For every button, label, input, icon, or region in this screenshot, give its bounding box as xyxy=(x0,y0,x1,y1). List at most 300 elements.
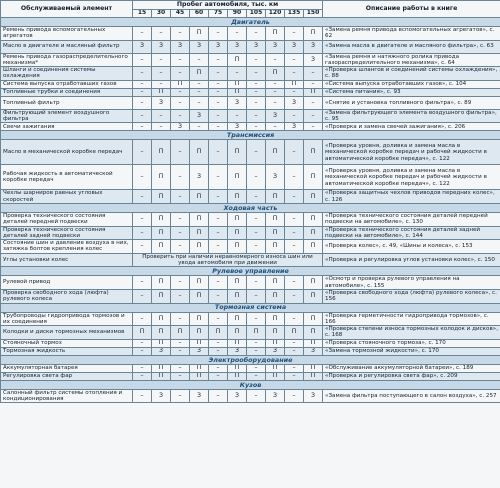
row-value-135: П xyxy=(285,80,304,88)
row-value-135: – xyxy=(285,190,304,204)
row-value-30: – xyxy=(152,67,171,81)
row-element: Углы установки колес xyxy=(1,253,133,267)
row-value-45: – xyxy=(171,389,190,403)
section-title: Кузов xyxy=(1,380,500,389)
row-value-150: – xyxy=(304,67,323,81)
row-description: «Проверка степени износа тормозных колодок и дисков», с. 168 xyxy=(323,326,500,340)
row-value-45: – xyxy=(171,109,190,123)
header-element: Обслуживаемый элемент xyxy=(1,1,133,18)
row-value-60: П xyxy=(190,226,209,240)
table-row xyxy=(1,240,500,254)
row-value-30: – xyxy=(152,123,171,131)
row-value-105: – xyxy=(247,389,266,403)
row-value-90: П xyxy=(228,190,247,204)
row-description: «Проверка технического состояния деталей передней подвески на автомобиле», с. 130 xyxy=(323,212,500,226)
header-km-135: 135 xyxy=(285,10,304,18)
row-value-135: З xyxy=(285,123,304,131)
row-description: «Система выпуска отработавших газов», с. 104 xyxy=(323,80,500,88)
row-value-135: З xyxy=(285,40,304,53)
row-value-90: П xyxy=(228,140,247,165)
row-value-30: П xyxy=(152,372,171,380)
row-value-75: – xyxy=(209,96,228,109)
row-value-75: – xyxy=(209,88,228,96)
row-value-60: – xyxy=(190,53,209,67)
row-value-90: З xyxy=(228,96,247,109)
row-value-90: П xyxy=(228,312,247,326)
row-value-135: – xyxy=(285,347,304,355)
row-value-15: – xyxy=(133,372,152,380)
row-element: Топливный фильтр xyxy=(1,96,133,109)
row-value-15: – xyxy=(133,347,152,355)
row-value-150: П xyxy=(304,240,323,254)
row-value-75: – xyxy=(209,312,228,326)
row-value-60: П xyxy=(190,372,209,380)
header-km-30: 30 xyxy=(152,10,171,18)
row-value-150: П xyxy=(304,326,323,340)
row-value-45: – xyxy=(171,226,190,240)
row-value-60: З xyxy=(190,347,209,355)
row-value-60: З xyxy=(190,40,209,53)
row-value-120: П xyxy=(266,372,285,380)
section-title: Электрооборудование xyxy=(1,355,500,364)
row-value-15: – xyxy=(133,88,152,96)
row-value-45: – xyxy=(171,240,190,254)
row-value-120: – xyxy=(266,96,285,109)
row-value-150: П xyxy=(304,212,323,226)
row-element: Проверка свободного хода (люфта) рулевого колеса xyxy=(1,289,133,303)
row-value-150: З xyxy=(304,389,323,403)
row-value-45: – xyxy=(171,339,190,347)
row-value-105: З xyxy=(247,40,266,53)
row-value-105: – xyxy=(247,289,266,303)
row-value-75: – xyxy=(209,339,228,347)
row-description: «Проверка и регулировка углов установки колес», с. 150 xyxy=(323,253,500,267)
row-value-135: – xyxy=(285,339,304,347)
row-element: Фильтрующий элемент воздушного фильтра xyxy=(1,109,133,123)
row-value-60: П xyxy=(190,312,209,326)
row-element: Салонный фильтр системы отопления и кондиционирования xyxy=(1,389,133,403)
row-description: «Проверка и регулировка света фар», с. 209 xyxy=(323,372,500,380)
table-row xyxy=(1,80,500,88)
row-value-15: П xyxy=(133,326,152,340)
row-value-45: – xyxy=(171,96,190,109)
row-description: «Обслуживание аккумуляторной батареи», с. 189 xyxy=(323,364,500,372)
row-description: «Проверка шлангов и соединений системы охлаждения», с. 88 xyxy=(323,67,500,81)
row-value-15: – xyxy=(133,165,152,190)
row-value-30: П xyxy=(152,88,171,96)
row-value-15: – xyxy=(133,289,152,303)
row-value-60: З xyxy=(190,109,209,123)
row-element: Колодки и диски тормозных механизмов xyxy=(1,326,133,340)
row-value-120: П xyxy=(266,339,285,347)
row-value-105: – xyxy=(247,372,266,380)
row-element: Ремень привода газораспределительного механизма* xyxy=(1,53,133,67)
row-value-135: З xyxy=(285,96,304,109)
row-value-120: П xyxy=(266,27,285,41)
header-km-60: 60 xyxy=(190,10,209,18)
row-value-45: – xyxy=(171,372,190,380)
row-description: «Замена фильтрующего элемента воздушного фильтра», с. 95 xyxy=(323,109,500,123)
row-value-15: – xyxy=(133,190,152,204)
row-value-30: – xyxy=(152,80,171,88)
row-value-135: – xyxy=(285,312,304,326)
row-value-75: – xyxy=(209,80,228,88)
row-element: Регулировка света фар xyxy=(1,372,133,380)
row-value-90: П xyxy=(228,226,247,240)
row-value-60: П xyxy=(190,276,209,290)
header-mileage: Пробег автомобиля, тыс. км xyxy=(133,1,323,10)
row-value-75: – xyxy=(209,389,228,403)
row-value-45: – xyxy=(171,312,190,326)
row-element: Шланги и соединения системы охлаждения xyxy=(1,67,133,81)
row-value-30: – xyxy=(152,53,171,67)
row-value-135: – xyxy=(285,212,304,226)
table-row xyxy=(1,109,500,123)
row-value-150: З xyxy=(304,53,323,67)
row-value-120: П xyxy=(266,226,285,240)
header-km-45: 45 xyxy=(171,10,190,18)
row-value-90: П xyxy=(228,289,247,303)
row-value-30: П xyxy=(152,240,171,254)
row-value-60: З xyxy=(190,389,209,403)
row-description: «Система питания», с. 93 xyxy=(323,88,500,96)
row-value-15: – xyxy=(133,109,152,123)
row-value-105: – xyxy=(247,190,266,204)
row-value-150: П xyxy=(304,289,323,303)
row-value-90: – xyxy=(228,27,247,41)
row-value-75: – xyxy=(209,276,228,290)
row-value-150: П xyxy=(304,27,323,41)
row-value-150: – xyxy=(304,96,323,109)
section-title: Трансмиссия xyxy=(1,131,500,140)
row-value-30: П xyxy=(152,165,171,190)
row-value-120: З xyxy=(266,165,285,190)
row-value-30: П xyxy=(152,140,171,165)
row-element: Трубопроводы гидропривода тормозов и их соединения xyxy=(1,312,133,326)
row-value-120: – xyxy=(266,123,285,131)
row-value-30: П xyxy=(152,190,171,204)
row-value-120: З xyxy=(266,347,285,355)
row-value-60: П xyxy=(190,339,209,347)
row-value-90: З xyxy=(228,40,247,53)
row-value-45: – xyxy=(171,289,190,303)
row-value-75: – xyxy=(209,289,228,303)
row-value-75: – xyxy=(209,372,228,380)
row-value-75: – xyxy=(209,123,228,131)
row-value-135: – xyxy=(285,240,304,254)
row-value-45: – xyxy=(171,165,190,190)
row-value-75: – xyxy=(209,364,228,372)
section-title: Ходовая часть xyxy=(1,203,500,212)
row-value-60: З xyxy=(190,165,209,190)
table-row xyxy=(1,96,500,109)
table-row xyxy=(1,212,500,226)
header-km-150: 150 xyxy=(304,10,323,18)
row-value-105: – xyxy=(247,27,266,41)
row-value-75: – xyxy=(209,190,228,204)
row-value-105: – xyxy=(247,364,266,372)
row-value-135: – xyxy=(285,389,304,403)
row-value-15: – xyxy=(133,67,152,81)
row-value-150: П xyxy=(304,140,323,165)
row-description: «Осмотр и проверка рулевого управления на автомобиле», с. 155 xyxy=(323,276,500,290)
row-element: Проверка технического состояния деталей передней подвески xyxy=(1,212,133,226)
row-value-45: – xyxy=(171,364,190,372)
row-value-30: П xyxy=(152,276,171,290)
row-value-90: З xyxy=(228,123,247,131)
section-title: Рулевое управление xyxy=(1,267,500,276)
row-value-105: – xyxy=(247,67,266,81)
row-value-45: – xyxy=(171,53,190,67)
row-value-75: – xyxy=(209,212,228,226)
row-description: «Проверка колес», с. 49, «Шины и колеса», с. 153 xyxy=(323,240,500,254)
row-element: Ремень привода вспомогательных агрегатов xyxy=(1,27,133,41)
row-description: «Проверка стояночного тормоза», с. 170 xyxy=(323,339,500,347)
row-value-135: – xyxy=(285,372,304,380)
row-value-90: П xyxy=(228,276,247,290)
table-row xyxy=(1,364,500,372)
row-value-120: П xyxy=(266,67,285,81)
row-value-30: П xyxy=(152,289,171,303)
row-value-30: З xyxy=(152,389,171,403)
row-value-150: П xyxy=(304,276,323,290)
row-value-60: П xyxy=(190,27,209,41)
row-element: Рулевой привод xyxy=(1,276,133,290)
row-value-45: – xyxy=(171,140,190,165)
row-value-45: З xyxy=(171,40,190,53)
row-value-90: П xyxy=(228,88,247,96)
row-value-45: – xyxy=(171,212,190,226)
header-km-90: 90 xyxy=(228,10,247,18)
row-description: «Проверка уровня, доливка и замена масла в механической коробке передач и рабочей жидкости в автоматической коробке передач», с. 122 xyxy=(323,165,500,190)
row-value-90: П xyxy=(228,165,247,190)
table-row xyxy=(1,88,500,96)
row-description: «Проверка технического состояния деталей задней подвески на автомобиле», с. 144 xyxy=(323,226,500,240)
row-description: «Замена ремня привода вспомогательных агрегатов», с. 62 xyxy=(323,27,500,41)
row-value-15: – xyxy=(133,312,152,326)
row-value-135: – xyxy=(285,276,304,290)
row-value-60: П xyxy=(190,326,209,340)
row-element: Аккумуляторная батарея xyxy=(1,364,133,372)
row-element: Стояночный тормоз xyxy=(1,339,133,347)
row-value-150: П xyxy=(304,364,323,372)
row-value-120: П xyxy=(266,140,285,165)
row-value-45: – xyxy=(171,67,190,81)
row-value-120: З xyxy=(266,109,285,123)
row-description: «Замена масла в двигателе и масляного фильтра», с. 63 xyxy=(323,40,500,53)
row-value-60: П xyxy=(190,212,209,226)
table-row xyxy=(1,226,500,240)
row-value-105: – xyxy=(247,240,266,254)
row-value-60: – xyxy=(190,96,209,109)
row-element: Масло в механической коробке передач xyxy=(1,140,133,165)
table-row xyxy=(1,326,500,340)
row-value-150: П xyxy=(304,372,323,380)
row-value-60: П xyxy=(190,190,209,204)
row-description: «Проверка свободного хода (люфта) рулевого колеса», с. 156 xyxy=(323,289,500,303)
header-km-120: 120 xyxy=(266,10,285,18)
row-element: Проверка технического состояния деталей задней подвески xyxy=(1,226,133,240)
table-row xyxy=(1,140,500,165)
table-row xyxy=(1,253,500,267)
row-value-90: П xyxy=(228,53,247,67)
row-value-90: П xyxy=(228,339,247,347)
row-value-150: П xyxy=(304,312,323,326)
row-value-120: П xyxy=(266,240,285,254)
row-value-15: – xyxy=(133,96,152,109)
row-value-135: – xyxy=(285,109,304,123)
row-value-45: З xyxy=(171,123,190,131)
row-value-135: – xyxy=(285,364,304,372)
row-value-30: П xyxy=(152,364,171,372)
row-value-105: – xyxy=(247,212,266,226)
row-value-90: – xyxy=(228,67,247,81)
row-value-30: З xyxy=(152,40,171,53)
row-value-30: П xyxy=(152,312,171,326)
row-value-120: П xyxy=(266,312,285,326)
row-value-60: П xyxy=(190,140,209,165)
row-value-150: П xyxy=(304,190,323,204)
row-value-30: П xyxy=(152,339,171,347)
table-row xyxy=(1,123,500,131)
row-value-30: З xyxy=(152,347,171,355)
table-row xyxy=(1,276,500,290)
row-value-105: – xyxy=(247,276,266,290)
row-value-15: – xyxy=(133,80,152,88)
row-value-105: П xyxy=(247,326,266,340)
table-row xyxy=(1,372,500,380)
row-value-135: – xyxy=(285,88,304,96)
row-value-120: З xyxy=(266,389,285,403)
row-value-120: П xyxy=(266,326,285,340)
row-value-90: П xyxy=(228,372,247,380)
row-element: Топливные трубки и соединения xyxy=(1,88,133,96)
row-value-60: П xyxy=(190,289,209,303)
row-value-120: П xyxy=(266,289,285,303)
row-value-60: – xyxy=(190,88,209,96)
row-value-75: – xyxy=(209,140,228,165)
row-value-105: – xyxy=(247,109,266,123)
row-value-150: – xyxy=(304,80,323,88)
table-row xyxy=(1,389,500,403)
row-value-150: П xyxy=(304,226,323,240)
row-value-30: П xyxy=(152,212,171,226)
row-value-45: – xyxy=(171,190,190,204)
row-value-120: – xyxy=(266,53,285,67)
row-element: Состояние шин и давление воздуха в них, затяжка болтов крепления колес xyxy=(1,240,133,254)
row-value-30: П xyxy=(152,226,171,240)
row-value-105: – xyxy=(247,80,266,88)
row-value-90: З xyxy=(228,347,247,355)
row-value-150: П xyxy=(304,88,323,96)
row-value-15: З xyxy=(133,40,152,53)
table-row xyxy=(1,347,500,355)
table-row xyxy=(1,289,500,303)
header-km-105: 105 xyxy=(247,10,266,18)
row-value-90: П xyxy=(228,326,247,340)
row-value-60: – xyxy=(190,123,209,131)
row-value-105: – xyxy=(247,140,266,165)
row-value-15: – xyxy=(133,27,152,41)
row-value-120: П xyxy=(266,190,285,204)
row-value-150: – xyxy=(304,123,323,131)
row-value-30: З xyxy=(152,96,171,109)
row-value-120: П xyxy=(266,364,285,372)
row-value-135: – xyxy=(285,67,304,81)
table-row xyxy=(1,40,500,53)
row-element: Рабочая жидкость в автоматической коробке передач xyxy=(1,165,133,190)
row-value-120: П xyxy=(266,212,285,226)
row-value-135: – xyxy=(285,27,304,41)
row-value-75: – xyxy=(209,226,228,240)
table-row xyxy=(1,27,500,41)
row-value-15: – xyxy=(133,123,152,131)
row-value-45: – xyxy=(171,347,190,355)
row-value-105: – xyxy=(247,123,266,131)
row-value-120: З xyxy=(266,40,285,53)
row-value-60: П xyxy=(190,364,209,372)
row-description: «Проверка герметичности гидропривода тормозов», с. 166 xyxy=(323,312,500,326)
row-value-135: – xyxy=(285,289,304,303)
row-value-45: – xyxy=(171,88,190,96)
row-value-75: – xyxy=(209,347,228,355)
table-row xyxy=(1,312,500,326)
row-value-135: – xyxy=(285,226,304,240)
row-value-30: – xyxy=(152,109,171,123)
row-value-30: П xyxy=(152,326,171,340)
row-value-15: – xyxy=(133,140,152,165)
row-value-105: – xyxy=(247,339,266,347)
row-value-75: – xyxy=(209,109,228,123)
row-value-135: – xyxy=(285,165,304,190)
row-value-105: – xyxy=(247,165,266,190)
row-description: «Замена фильтра поступающего в салон воздуха», с. 257 xyxy=(323,389,500,403)
row-value-75: – xyxy=(209,67,228,81)
table-row xyxy=(1,165,500,190)
row-value-90: – xyxy=(228,109,247,123)
row-value-120: П xyxy=(266,276,285,290)
row-element: Чехлы шарниров равных угловых скоростей xyxy=(1,190,133,204)
table-row xyxy=(1,53,500,67)
row-value-75: – xyxy=(209,27,228,41)
row-value-150: П xyxy=(304,339,323,347)
table-row xyxy=(1,67,500,81)
row-value-150: – xyxy=(304,109,323,123)
row-value-60: П xyxy=(190,240,209,254)
header-km-75: 75 xyxy=(209,10,228,18)
row-value-30: – xyxy=(152,27,171,41)
row-value-75: З xyxy=(209,40,228,53)
row-value-15: – xyxy=(133,339,152,347)
header-description: Описание работы в книге xyxy=(323,1,500,18)
row-value-135: – xyxy=(285,53,304,67)
row-description: «Проверка уровня, доливка и замена масла в механической коробке передач и рабочей жидкости в автоматической коробке передач», с. 122 xyxy=(323,140,500,165)
row-element: Масло в двигателе и масляный фильтр xyxy=(1,40,133,53)
row-description: «Замена ремня и натяжного ролика привода газораспределительного механизма», с. 64 xyxy=(323,53,500,67)
row-value-135: – xyxy=(285,140,304,165)
row-element: Свечи зажигания xyxy=(1,123,133,131)
row-value-75: – xyxy=(209,53,228,67)
row-value-105: – xyxy=(247,53,266,67)
row-value-105: – xyxy=(247,226,266,240)
row-value-15: – xyxy=(133,364,152,372)
row-value-135: П xyxy=(285,326,304,340)
row-value-15: – xyxy=(133,276,152,290)
section-title: Тормозная система xyxy=(1,303,500,312)
row-value-15: – xyxy=(133,212,152,226)
table-row xyxy=(1,190,500,204)
row-description: «Снятие и установка топливного фильтра», с. 89 xyxy=(323,96,500,109)
